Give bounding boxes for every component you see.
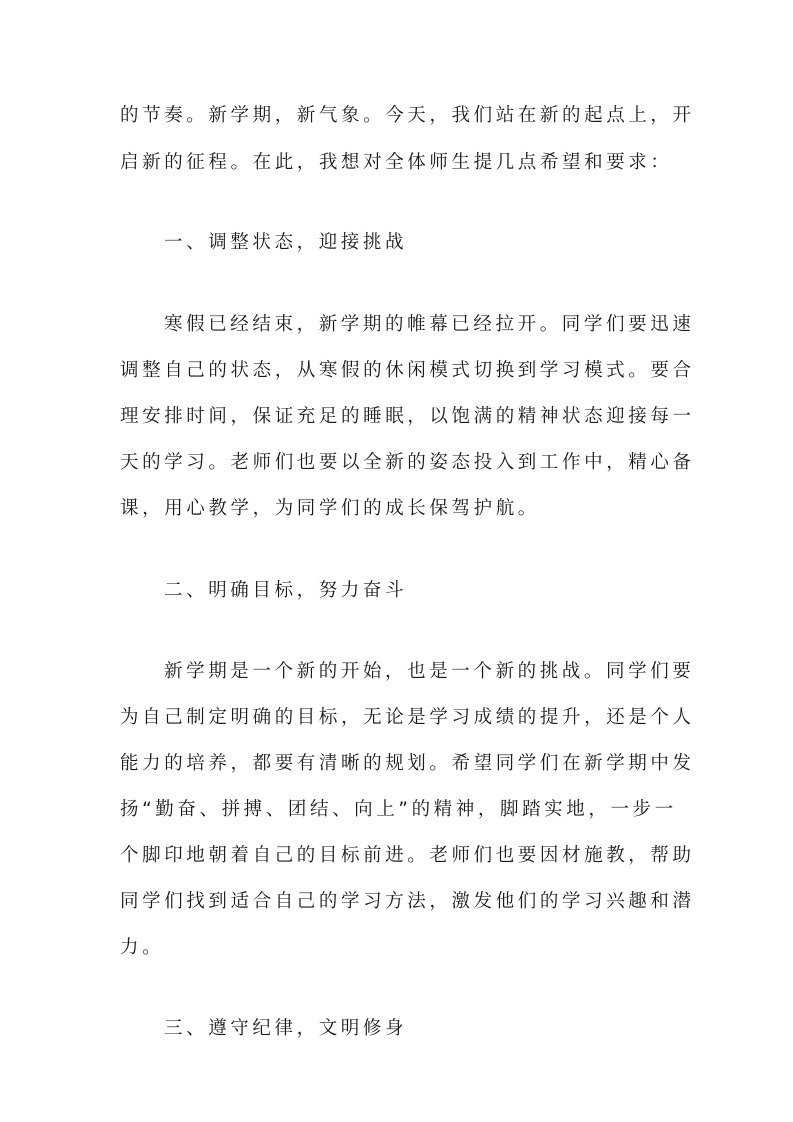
paragraph-line: 新学期是一个新的开始，也是一个新的挑战。同学们要 xyxy=(164,661,695,682)
paragraph-line: 同学们找到适合自己的学习方法，激发他们的学习兴趣和潜 xyxy=(120,891,695,912)
paragraph-line: 为自己制定明确的目标，无论是学习成绩的提升，还是个人 xyxy=(120,707,695,728)
section-heading: 二、明确目标，努力奋斗 xyxy=(164,580,408,601)
paragraph-line: 天的学习。老师们也要以全新的姿态投入到工作中，精心备 xyxy=(120,452,695,473)
paragraph-line: 理安排时间，保证充足的睡眠，以饱满的精神状态迎接每一 xyxy=(120,406,695,427)
paragraph-line: 能力的培养，都要有清晰的规划。希望同学们在新学期中发 xyxy=(120,753,695,774)
section-heading: 三、遵守纪律，文明修身 xyxy=(164,1018,408,1039)
intro-line: 的节奏。新学期，新气象。今天，我们站在新的起点上，开 xyxy=(120,105,695,126)
paragraph-line: 扬“勤奋、拼搏、团结、向上”的精神，脚踏实地，一步一 xyxy=(120,799,677,820)
paragraph-line: 调整自己的状态，从寒假的休闲模式切换到学习模式。要合 xyxy=(120,360,695,381)
paragraph-line: 力。 xyxy=(120,937,165,958)
paragraph-line: 寒假已经结束，新学期的帷幕已经拉开。同学们要迅速 xyxy=(164,314,695,335)
section-heading: 一、调整状态，迎接挑战 xyxy=(164,232,408,253)
intro-line: 启新的征程。在此，我想对全体师生提几点希望和要求： xyxy=(120,152,673,173)
paragraph-line: 课，用心教学，为同学们的成长保驾护航。 xyxy=(120,498,540,519)
paragraph-line: 个脚印地朝着自己的目标前进。老师们也要因材施教，帮助 xyxy=(120,845,695,866)
